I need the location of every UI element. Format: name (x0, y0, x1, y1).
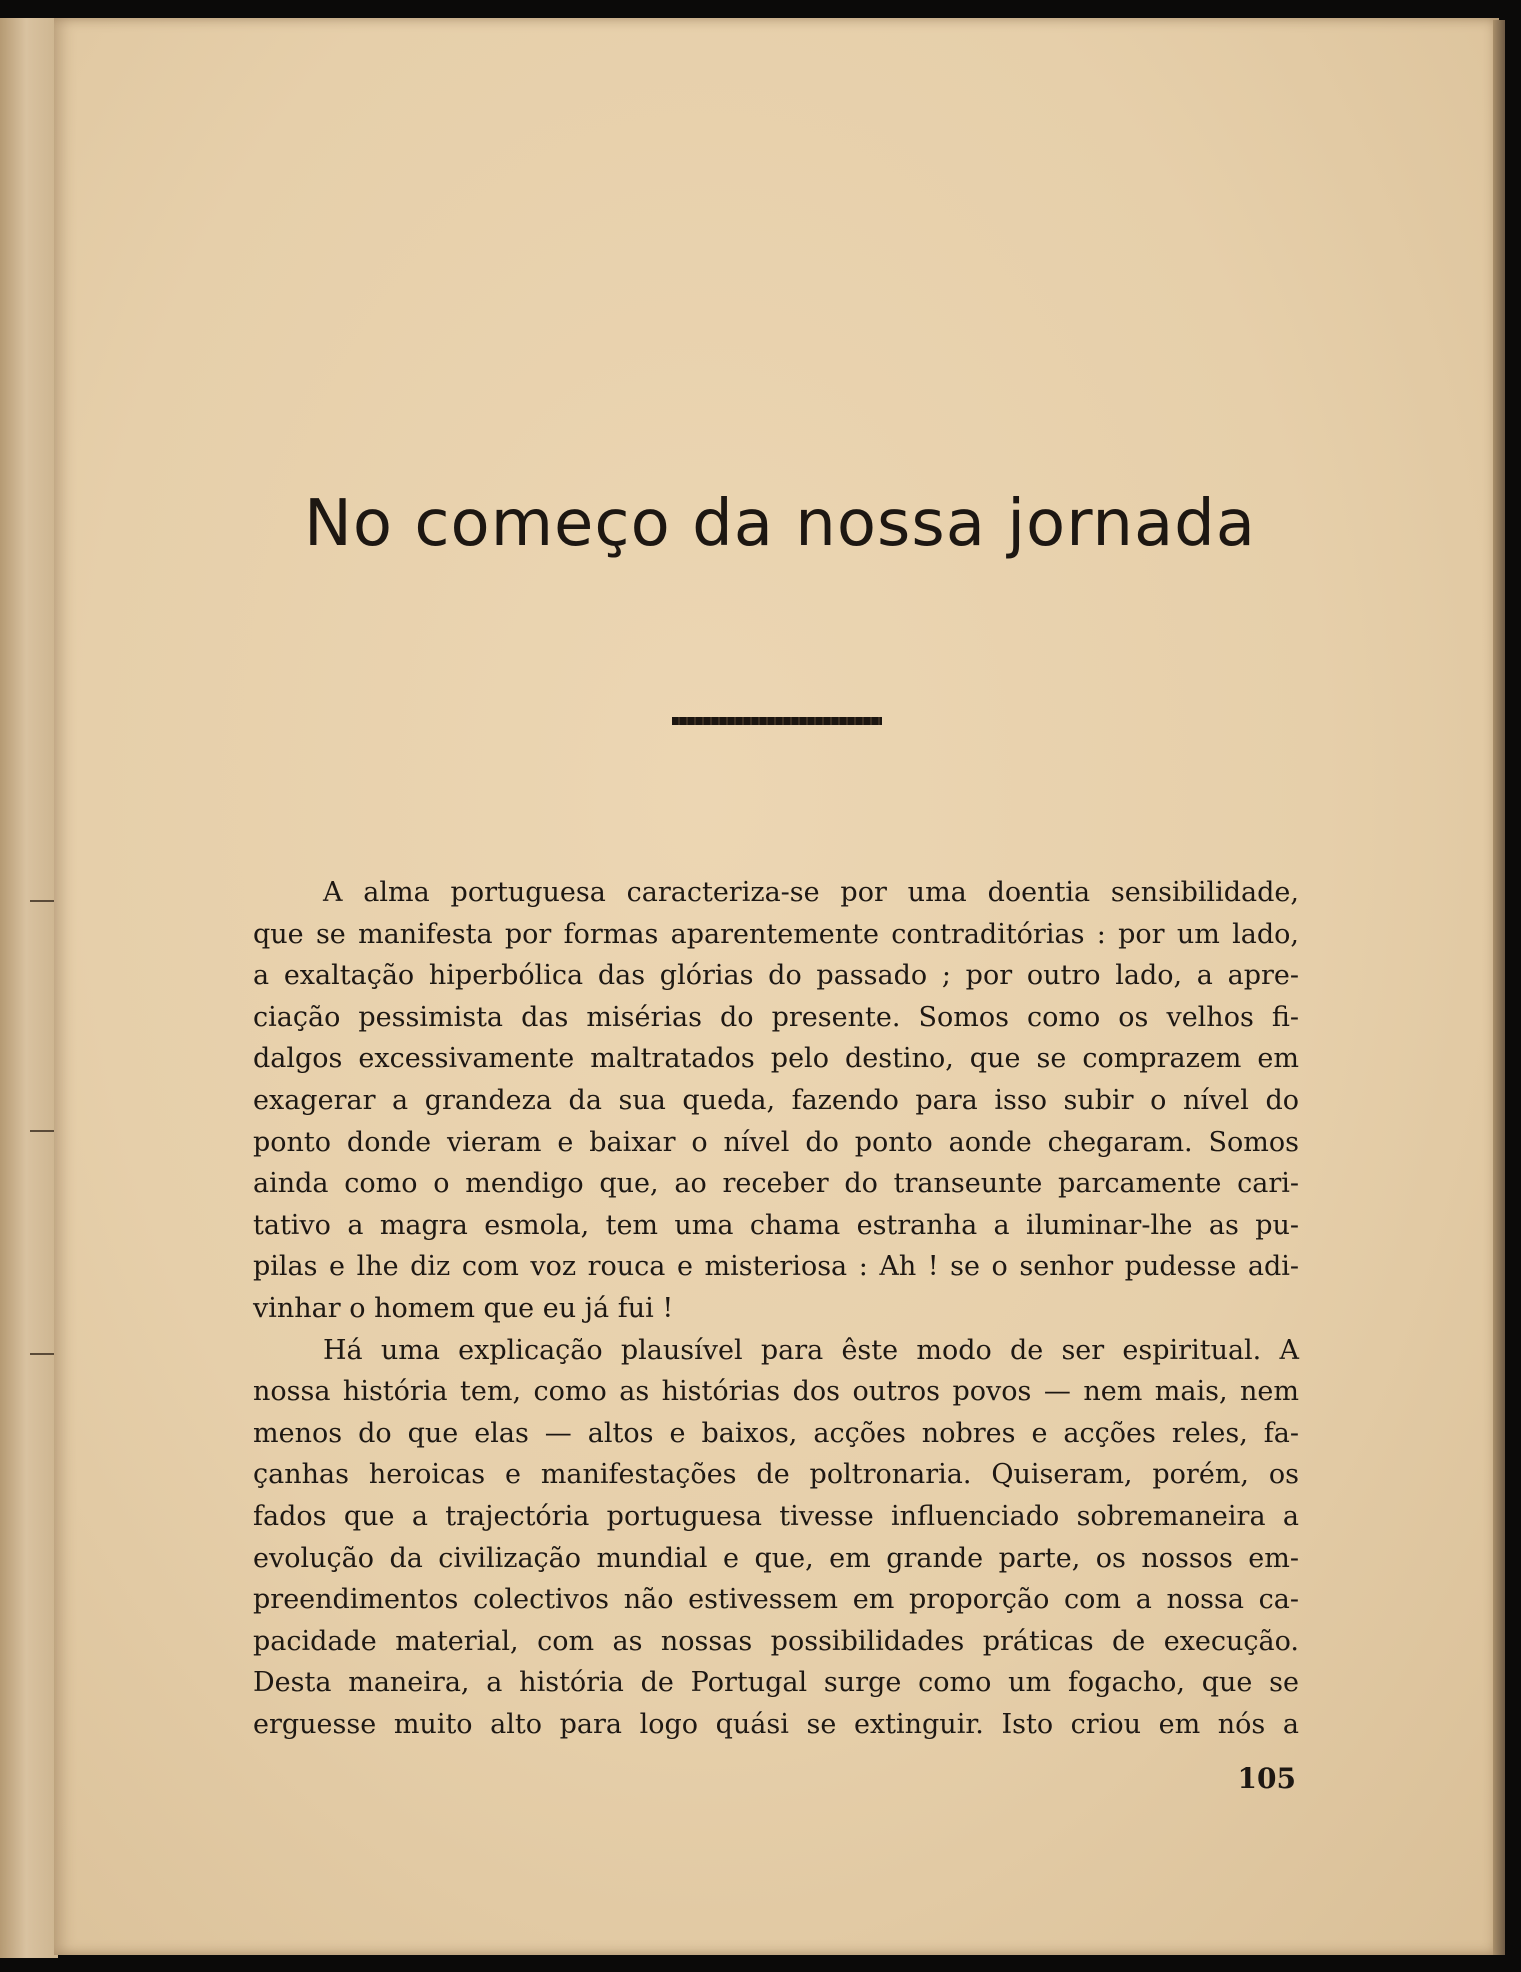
text-line: que se manifesta por formas aparentemente contraditórias : por um lado, (253, 918, 1299, 950)
text-line: evolução da civilização mundial e que, em grande parte, os nossos em- (253, 1542, 1299, 1574)
page-number: 105 (1237, 1762, 1296, 1795)
page-right-edge (1493, 20, 1505, 1955)
text-line: Há uma explicação plausível para êste modo de ser espiritual. A (323, 1334, 1299, 1366)
body-text (253, 872, 1299, 1745)
text-line: erguesse muito alto para logo quási se extinguir. Isto criou em nós a (253, 1708, 1299, 1740)
text-line: a exaltação hiperbólica das glórias do passado ; por outro lado, a apre- (253, 960, 1299, 992)
text-line: pilas e lhe diz com voz rouca e misteriosa : Ah ! se o senhor pudesse adi- (253, 1251, 1299, 1283)
chapter-title: No começo da nossa jornada (303, 487, 1257, 561)
text-line: tativo a magra esmola, tem uma chama estranha a iluminar-lhe as pu- (253, 1209, 1299, 1241)
text-line: ainda como o mendigo que, ao receber do transeunte parcamente cari- (253, 1168, 1299, 1200)
text-line: exagerar a grandeza da sua queda, fazendo para isso subir o nível do (253, 1084, 1299, 1116)
text-line: ciação pessimista das misérias do presente. Somos como os velhos fi- (253, 1001, 1299, 1033)
paragraph-2 (253, 1330, 1299, 1746)
text-line: ponto donde vieram e baixar o nível do ponto aonde chegaram. Somos (253, 1126, 1299, 1158)
text-line: Desta maneira, a história de Portugal surge como um fogacho, que se (253, 1667, 1299, 1699)
text-line: menos do que elas — altos e baixos, acções nobres e acções reles, fa- (253, 1417, 1299, 1449)
text-line: dalgos excessivamente maltratados pelo destino, que se comprazem em (253, 1043, 1299, 1075)
decorative-rule (672, 717, 882, 725)
text-line: fados que a trajectória portuguesa tivesse influenciado sobremaneira a (253, 1500, 1299, 1532)
text-line: nossa história tem, como as histórias dos outros povos — nem mais, nem (253, 1376, 1299, 1408)
text-line: preendimentos colectivos não estivessem em proporção com a nossa ca- (253, 1584, 1299, 1616)
text-line: A alma portuguesa caracteriza-se por uma doentia sensibilidade, (323, 877, 1299, 908)
text-line: vinhar o homem que eu já fui ! (253, 1292, 674, 1324)
paragraph-1 (253, 872, 1299, 1330)
text-line: pacidade material, com as nossas possibilidades práticas de execução. (253, 1625, 1299, 1657)
facing-page-edge (0, 18, 58, 1958)
text-line: çanhas heroicas e manifestações de poltronaria. Quiseram, porém, os (253, 1459, 1299, 1491)
